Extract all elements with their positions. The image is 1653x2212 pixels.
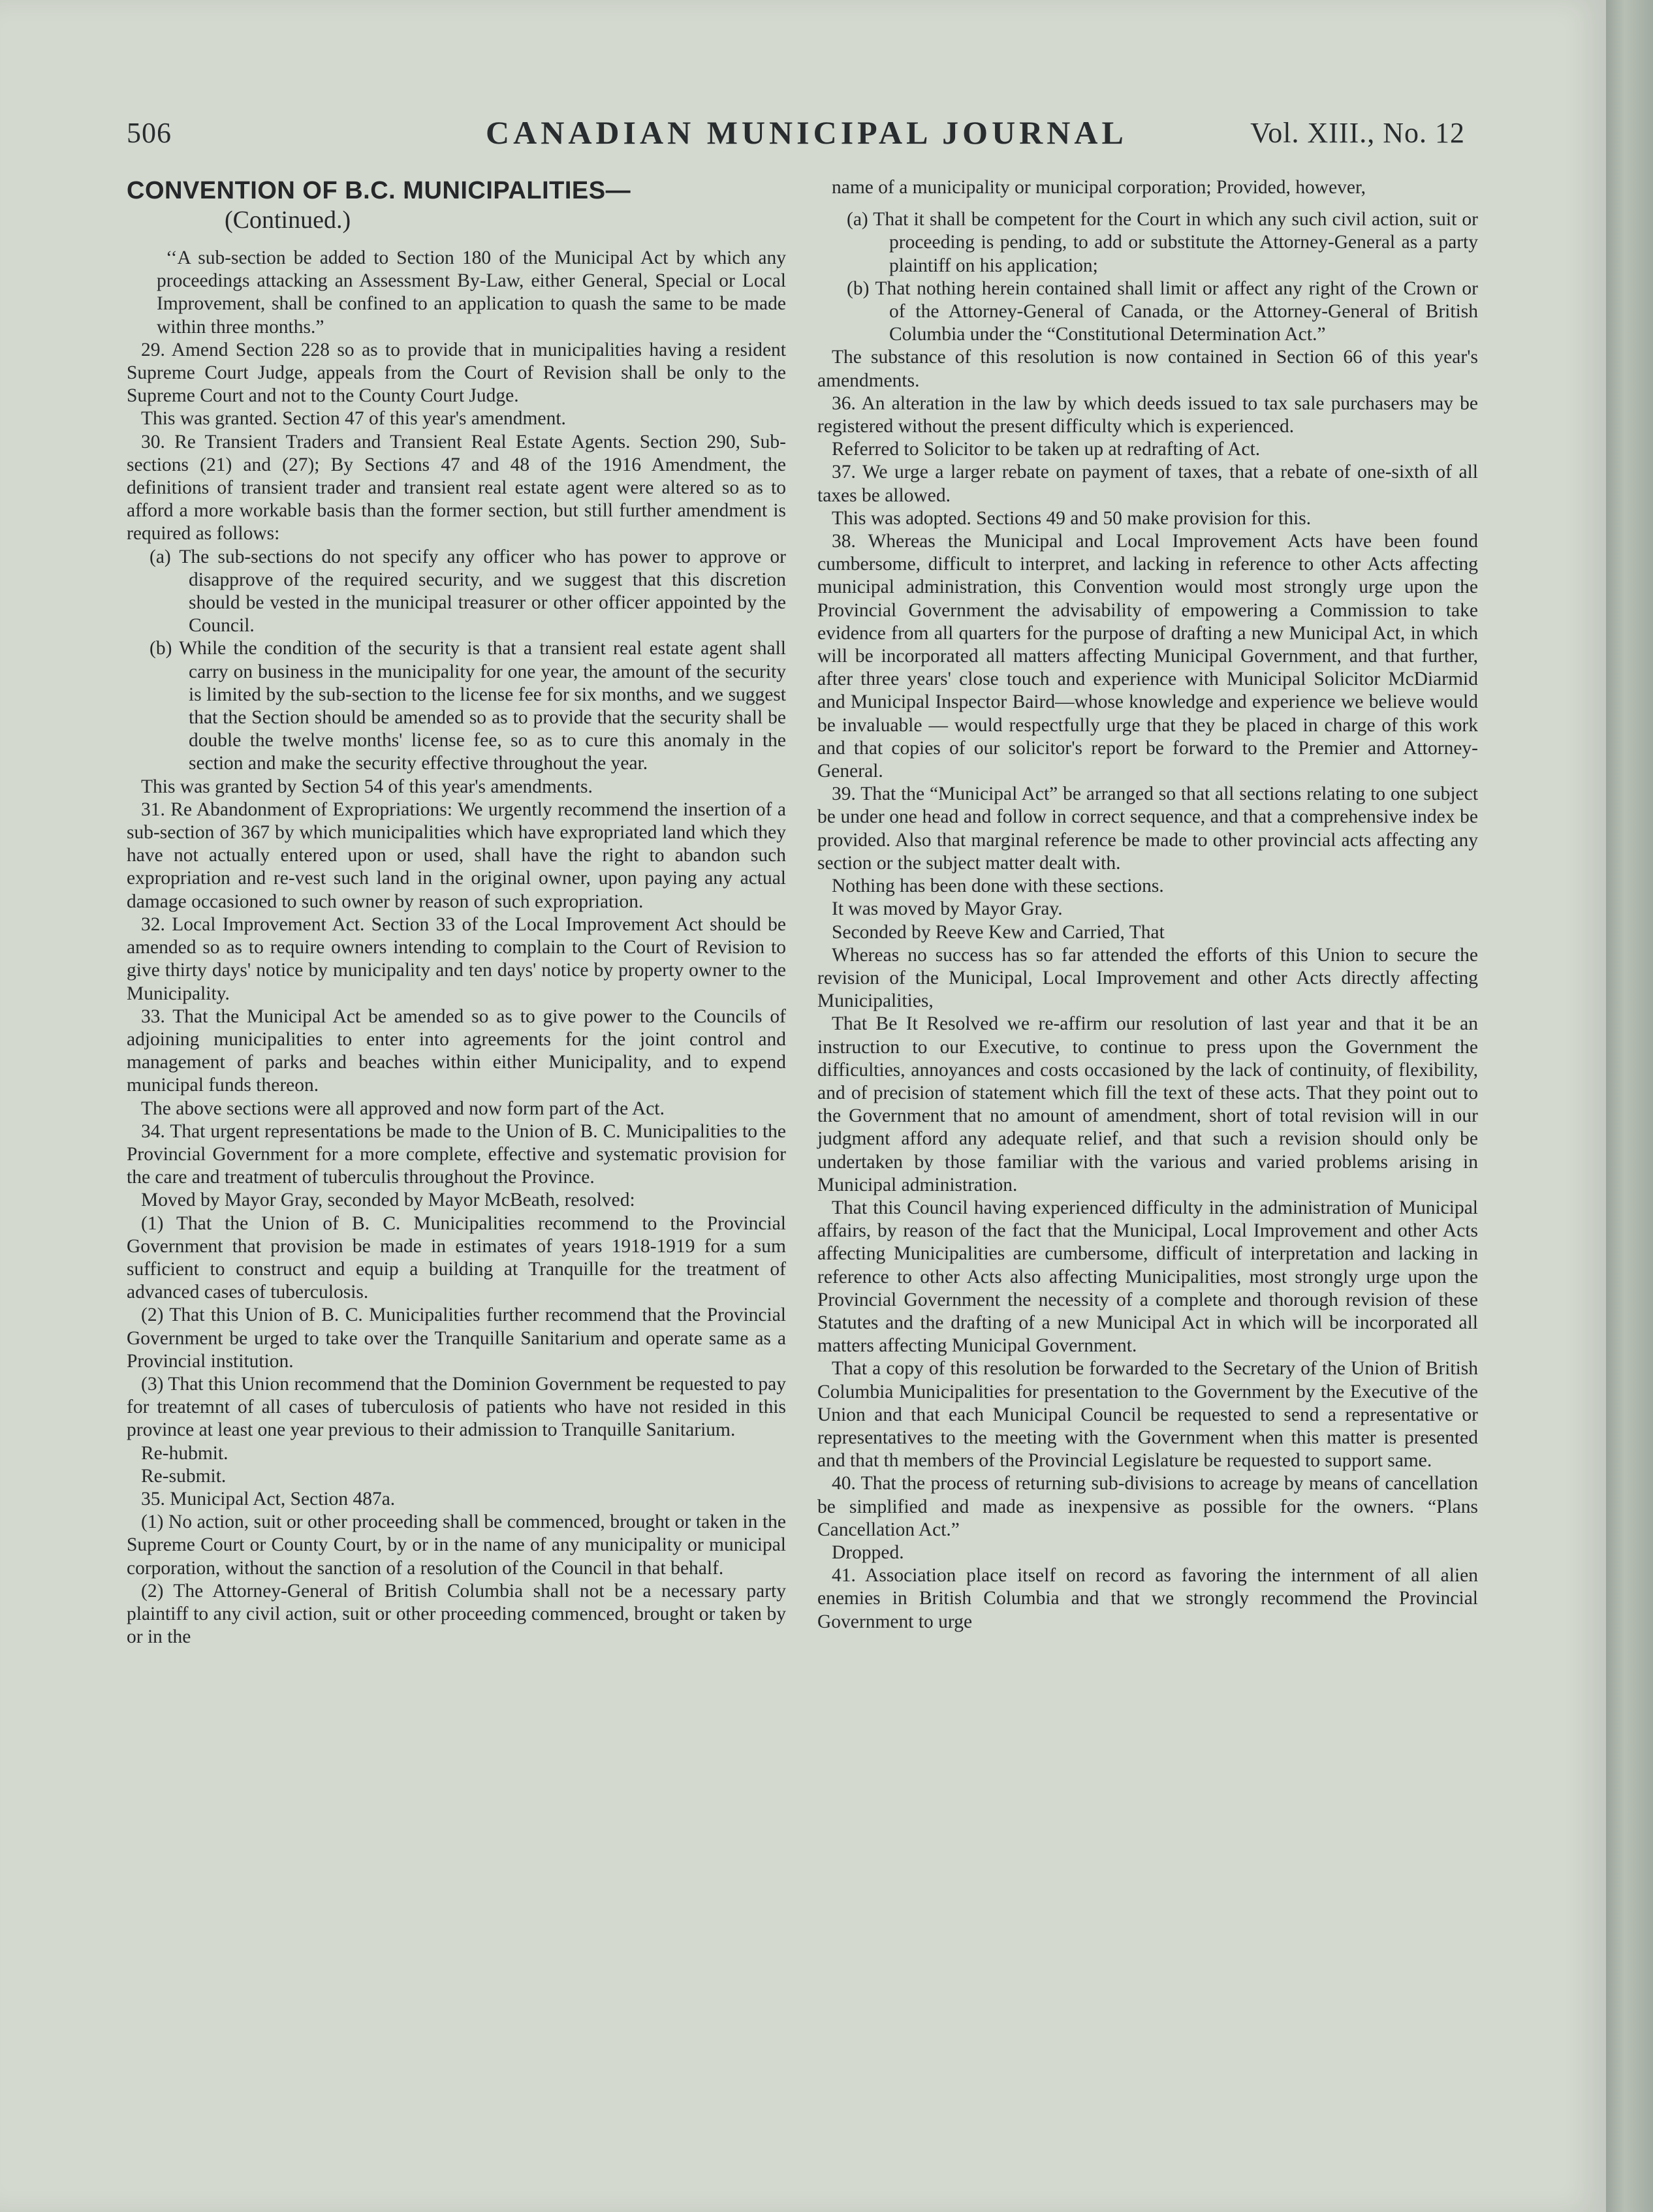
paragraph: 30. Re Transient Traders and Transient Real Estate Agents. Section 290, Sub-sections (21) and (27); By Sections 47 and 48 of the 1916 Amendment, the definitions of transient trader and transient real estate agent were altered so as to afford a more workable basis than the former section, but still further amendment is required as follows: <box>127 431 786 545</box>
volume-issue: Vol. XIII., No. 12 <box>1250 117 1465 149</box>
paragraph: 36. An alteration in the law by which deeds issued to tax sale purchasers may be registered without the present difficulty which is experienced. <box>817 392 1478 437</box>
list-item: (b) That nothing herein contained shall limit or affect any right of the Crown or of the Attorney-General of Canada, or the Attorney-General of British Columbia under the “Constitutional Determination Act.” <box>847 277 1478 345</box>
paragraph: ‘‘A sub-section be added to Section 180 of the Municipal Act by which any proceedings attacking an Assessment By-Law, either General, Special or Local Improvement, shall be confined to an application to quash the same to be made within three months.” <box>157 247 786 338</box>
paragraph: (2) That this Union of B. C. Municipalities further recommend that the Provincial Government be urged to take over the Tranquille Sanitarium and operate same as a Provincial institution. <box>127 1304 786 1372</box>
paragraph: 31. Re Abandonment of Expropriations: We urgently recommend the insertion of a sub-section of 367 by which municipalities which have expropriated land which they have not actually entered upon or used, shall have the right to abandon such expropriation and re-vest such land in the original owner, upon paying any actual damage occasioned to such owner by reason of such expropriation. <box>127 798 786 912</box>
paragraph: Moved by Mayor Gray, seconded by Mayor McBeath, resolved: <box>141 1190 635 1211</box>
paragraph: Nothing has been done with these sections. <box>832 876 1164 897</box>
page-binding-edge <box>1606 0 1653 2212</box>
paragraph: Dropped. <box>832 1541 904 1563</box>
paragraph: 33. That the Municipal Act be amended so as to give power to the Councils of adjoining municipalities to enter into agreements for the joint control and management of parks and beaches within either Municipality, and to expend municipal funds thereon. <box>127 1005 786 1096</box>
left-column <box>127 176 786 1649</box>
paragraph: 38. Whereas the Municipal and Local Improvement Acts have been found cumbersome, difficult to interpret, and lacking in reference to other Acts affecting municipal administration, this Convention would most strongly urge upon the Provincial Government the advisability of empowering a Commission to take evidence from all quarters for the purpose of drafting a new Municipal Act, in which will be incorporated all matters affecting Municipal Government, and that further, after three years' close touch and experience with Municipal Solicitor McDiarmid and Municipal Inspector Baird—whose knowledge and experience we believe would be invaluable — would respectfully urge that they be placed in charge of this work and that copies of our solicitor's report be forward to the Premier and Attorney-General. <box>817 531 1478 782</box>
paragraph: 35. Municipal Act, Section 487a. <box>141 1488 396 1509</box>
paragraph: name of a municipality or municipal corporation; Provided, however, <box>832 177 1366 198</box>
paragraph: 41. Association place itself on record as favoring the internment of all alien enemies in British Columbia and that we strongly recommend the Provincial Government to urge <box>817 1565 1478 1632</box>
list-item: (b) While the condition of the security is that a transient real estate agent shall carry on business in the municipality for one year, the amount of the security is limited by the sub-section to the license fee for six months, and we suggest that the Section should be amended so as to provide that the security shall be double the twelve months' license fee, so as to cure this anomaly in the section and make the security effective throughout the year. <box>150 638 786 774</box>
paragraph: This was adopted. Sections 49 and 50 make provision for this. <box>832 507 1312 529</box>
paragraph: (3) That this Union recommend that the Dominion Government be requested to pay for treatemnt of all cases of tuberculosis of patients who have not resided in this province at least one year previous to their admission to Tranquille Sanitarium. <box>127 1373 786 1441</box>
paragraph: 39. That the “Municipal Act” be arranged so that all sections relating to one subject be under one head and follow in correct sequence, and that a comprehensive index be provided. Also that marginal reference be made to other provincial acts affecting any section or the subject matter dealt with. <box>817 783 1478 874</box>
paragraph: That Be It Resolved we re-affirm our resolution of last year and that it be an instruction to our Executive, to continue to press upon the Government the difficulties, annoyances and costs occasioned by the lack of continuity, of flexibility, and of precision of statement which fill the text of these acts. That they point out to the Government that no amount of amendment, short of total revision will in our judgment afford any adequate relief, and that such a revision should only be undertaken by those familiar with the various and varied problems arising in Municipal administration. <box>817 1013 1478 1195</box>
list-item: (a) That it shall be competent for the Court in which any such civil action, suit or proceeding is pending, to add or substitute the Attorney-General as a party plaintiff on his application; <box>847 209 1478 276</box>
paragraph: This was granted by Section 54 of this year's amendments. <box>141 776 593 797</box>
paragraph: The substance of this resolution is now contained in Section 66 of this year's amendments. <box>817 347 1478 391</box>
journal-title: CANADIAN MUNICIPAL JOURNAL <box>486 114 1127 151</box>
right-column <box>817 176 1478 1634</box>
paragraph: That this Council having experienced difficulty in the administration of Municipal affairs, by reason of the fact that the Municipal, Local Improvement and other Acts affecting Municipalities are cumbersome, difficult of interpretation and lacking in reference to other Acts also affecting Municipalities, most strongly urge upon the Provincial Government the necessity of a complete and thorough revision of these Statutes and the drafting of a new Municipal Act in which will be incorporated all matters affecting Municipal Government. <box>817 1197 1478 1357</box>
paragraph: 40. That the process of returning sub-divisions to acreage by means of cancellation be simplified and made as inexpensive as possible for the owners. “Plans Cancellation Act.” <box>817 1473 1478 1540</box>
paragraph: 29. Amend Section 228 so as to provide that in municipalities having a resident Supreme Court Judge, appeals from the Court of Revision shall be only to the Supreme Court and not to the County Court Judge. <box>127 339 786 407</box>
paragraph: Re-submit. <box>141 1465 227 1487</box>
paragraph: (2) The Attorney-General of British Columbia shall not be a necessary party plaintiff to any civil action, suit or other proceeding commenced, brought or taken by or in the <box>127 1580 786 1648</box>
list-item: (a) The sub-sections do not specify any officer who has power to approve or disapprove of the required security, and we suggest that this discretion should be vested in the municipal treasurer or other officer appointed by the Council. <box>150 546 786 637</box>
page-number: 506 <box>127 117 172 149</box>
article-title: CONVENTION OF B.C. MUNICIPALITIES— <box>127 177 631 204</box>
paragraph: The above sections were all approved and now form part of the Act. <box>141 1098 665 1119</box>
paragraph: 32. Local Improvement Act. Section 33 of the Local Improvement Act should be amended so as to require owners intending to complain to the Court of Revision to give thirty days' notice by municipality and ten days' notice by property owner to the Municipality. <box>127 913 786 1004</box>
paragraph: 34. That urgent representations be made to the Union of B. C. Municipalities to the Provincial Government for a more complete, effective and systematic provision for the care and treatment of tuberculis throughout the Province. <box>127 1120 786 1188</box>
paragraph: That a copy of this resolution be forwarded to the Secretary of the Union of British Columbia Municipalities for presentation to the Government by the Executive of the Union and that each Municipal Council be requested to send a representative or representatives to the meeting with the Government when this matter is presented and that th members of the Provincial Legislature be requested to support same. <box>817 1358 1478 1472</box>
paragraph: It was moved by Mayor Gray. <box>832 898 1063 920</box>
paragraph: Whereas no success has so far attended the efforts of this Union to secure the revision of the Municipal, Local Improvement and other Acts directly affecting Municipalities, <box>817 944 1478 1012</box>
paragraph: Seconded by Reeve Kew and Carried, That <box>832 921 1165 943</box>
paragraph: Referred to Solicitor to be taken up at redrafting of Act. <box>832 439 1261 460</box>
paragraph: (1) No action, suit or other proceeding shall be commenced, brought or taken in the Supreme Court or County Court, by or in the name of any municipality or municipal corporation, without the sanction of a resolution of the Council in that behalf. <box>127 1511 786 1579</box>
paragraph: (1) That the Union of B. C. Municipalities recommend to the Provincial Government that provision be made in estimates of years 1918-1919 for a sum sufficient to construct and equip a building at Tranquille for the treatment of advanced cases of tuberculosis. <box>127 1212 786 1303</box>
article-continued: (Continued.) <box>225 206 351 234</box>
running-header <box>127 112 1465 158</box>
paragraph: Re-hubmit. <box>141 1442 228 1464</box>
paragraph: 37. We urge a larger rebate on payment of taxes, that a rebate of one-sixth of all taxes be allowed. <box>817 462 1478 506</box>
paragraph: This was granted. Section 47 of this year's amendment. <box>141 408 566 430</box>
